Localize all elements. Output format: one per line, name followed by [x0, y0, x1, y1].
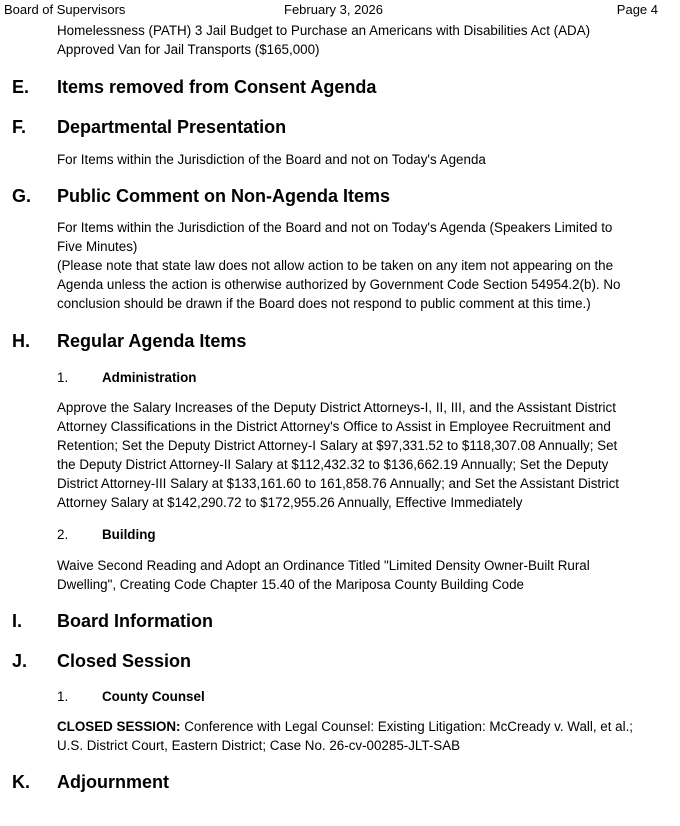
item-title-county-counsel: County Counsel [102, 689, 205, 704]
item-line: Waive Second Reading and Adopt an Ordinance Titled "Limited Density Owner-Built Rural [57, 558, 590, 573]
carryover-line: Approved Van for Jail Transports ($165,000) [57, 42, 320, 57]
header-board-name: Board of Supervisors [4, 2, 126, 17]
section-g-line: For Items within the Jurisdiction of the Board and not on Today's Agenda (Speakers Limited to [57, 220, 613, 235]
closed-session-text [57, 717, 667, 755]
section-i-letter: I. [12, 611, 23, 631]
header-page-number: Page 4 [616, 2, 658, 17]
item-line: the Deputy District Attorney-II Salary at $112,432.32 to $136,662.19 Annually; Set the Deputy [57, 457, 609, 472]
section-k-title: Adjournment [57, 772, 169, 792]
section-g-title: Public Comment on Non-Agenda Items [57, 186, 391, 206]
item-administration-text [57, 398, 667, 512]
carryover-text [57, 21, 667, 59]
section-i-title: Board Information [57, 611, 213, 631]
carryover-line: Homelessness (PATH) 3 Jail Budget to Purchase an Americans with Disabilities Act (ADA) [57, 23, 591, 38]
item-number: 1. [57, 370, 69, 385]
section-f-title: Departmental Presentation [57, 117, 287, 137]
section-g-line: (Please note that state law does not allow action to be taken on any item not appearing on the [57, 258, 614, 273]
item-line: Attorney Classifications in the District Attorney's Office to Assist in Employee Recruitment and [57, 419, 611, 434]
header-date: February 3, 2026 [284, 2, 384, 17]
item-line: Approve the Salary Increases of the Deputy District Attorneys-I, II, III, and the Assistant District [57, 400, 616, 415]
section-g-line: Five Minutes) [57, 239, 138, 254]
closed-session-line: U.S. District Court, Eastern District; Case No. 26-cv-00285-JLT-SAB [57, 738, 461, 753]
section-f-letter: F. [12, 117, 27, 137]
section-h-title: Regular Agenda Items [57, 331, 247, 351]
item-number: 1. [57, 689, 69, 704]
section-g-text [57, 218, 667, 313]
closed-session-label: CLOSED SESSION: [57, 719, 181, 734]
section-e-title: Items removed from Consent Agenda [57, 77, 377, 97]
section-g-line: conclusion should be drawn if the Board does not respond to public comment at this time.) [57, 296, 591, 311]
section-g-line: Agenda unless the action is otherwise authorized by Government Code Section 54954.2(b). No [57, 277, 621, 292]
item-line: Dwelling", Creating Code Chapter 15.40 of the Mariposa County Building Code [57, 577, 524, 592]
item-title-administration: Administration [102, 370, 197, 385]
item-title-building: Building [102, 527, 156, 542]
section-j-letter: J. [12, 651, 28, 671]
section-f-text: For Items within the Jurisdiction of the Board and not on Today's Agenda [57, 152, 486, 167]
item-building-text [57, 556, 667, 594]
closed-session-description: Conference with Legal Counsel: Existing Litigation: McCready v. Wall, et al.; [180, 719, 634, 734]
section-e-letter: E. [12, 77, 30, 97]
section-h-letter: H. [12, 331, 30, 351]
item-number: 2. [57, 527, 69, 542]
item-line: Retention; Set the Deputy District Attorney-I Salary at $97,331.52 to $118,307.08 Annually; Set [57, 438, 618, 453]
item-line: District Attorney-III Salary at $133,161.60 to 161,858.76 Annually; and Set the Assistant District [57, 476, 619, 491]
section-g-letter: G. [12, 186, 32, 206]
page-header [0, 2, 680, 20]
closed-session-line [57, 717, 667, 736]
section-k-letter: K. [12, 772, 30, 792]
section-j-title: Closed Session [57, 651, 192, 671]
item-line: Attorney Salary at $142,290.72 to $172,955.26 Annually, Effective Immediately [57, 495, 523, 510]
